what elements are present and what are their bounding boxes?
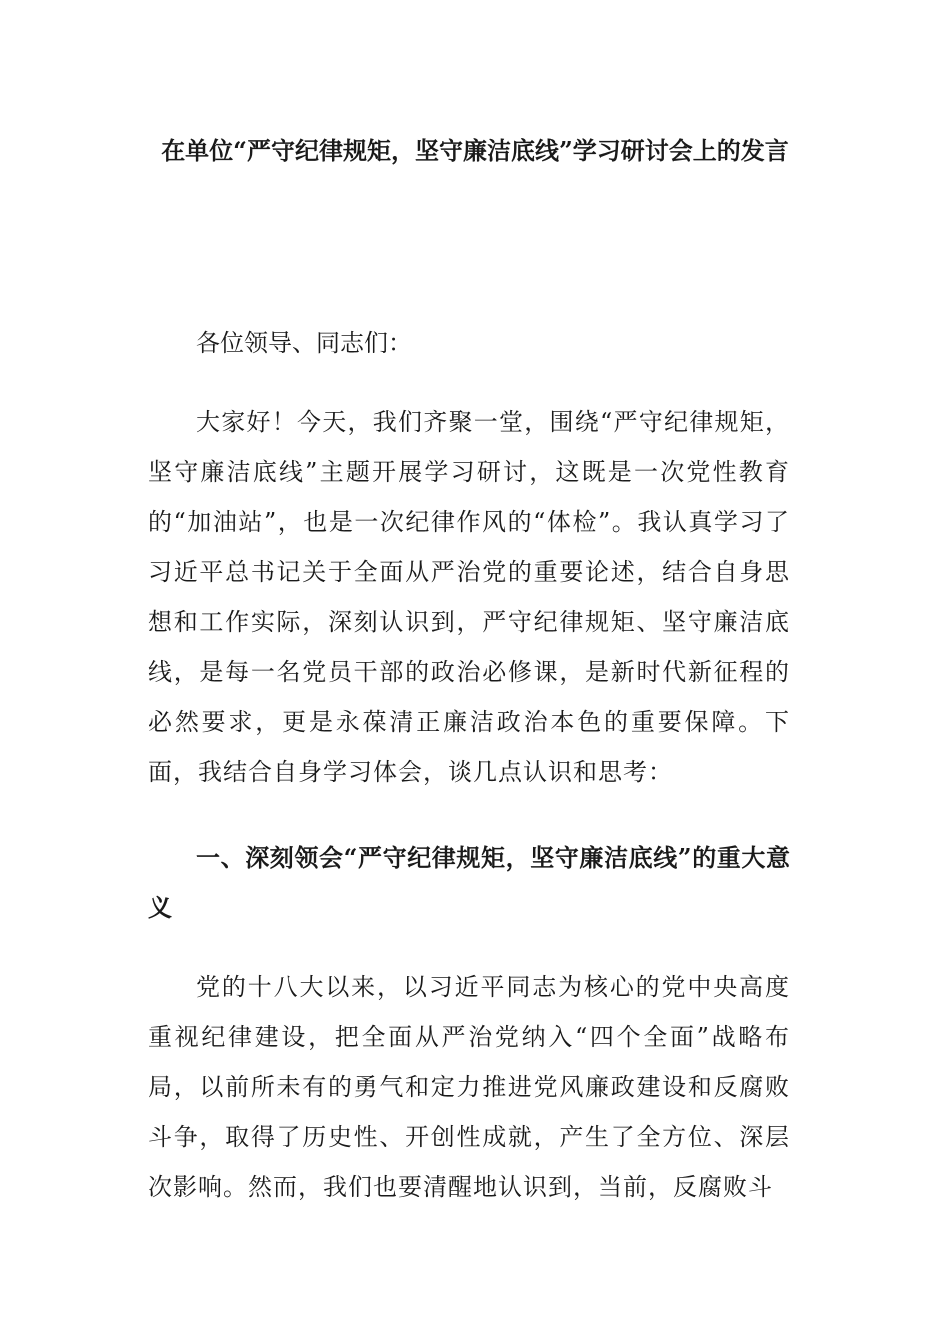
section-1-heading: 一、深刻领会“严守纪律规矩，坚守廉洁底线”的重大意义 — [148, 843, 790, 922]
paragraph-section-1: 党的十八大以来，以习近平同志为核心的党中央高度重视纪律建设，把全面从严治党纳入“四个全面”战略布局，以前所未有的勇气和定力推进党风廉政建设和反腐败斗争，取得了历史性、开创性成就，产生了全方位、深层次影响。然而，我们也要清醒地认识到，当前，反腐败斗 — [148, 973, 790, 1201]
salutation: 各位领导、同志们： — [196, 329, 412, 357]
document-title: 在单位“严守纪律规矩，坚守廉洁底线”学习研讨会上的发言 — [161, 136, 789, 165]
paragraph-introduction: 大家好！今天，我们齐聚一堂，围绕“严守纪律规矩，坚守廉洁底线”主题开展学习研讨，这既是一次党性教育的“加油站”，也是一次纪律作风的“体检”。我认真学习了习近平总书记关于全面从严治党的重要论述，结合自身思想和工作实际，深刻认识到，严守纪律规矩、坚守廉洁底线，是每一名党员干部的政治必修课，是新时代新征程的必然要求，更是永葆清正廉洁政治本色的重要保障。下面，我结合自身学习体会，谈几点认识和思考： — [148, 408, 790, 786]
